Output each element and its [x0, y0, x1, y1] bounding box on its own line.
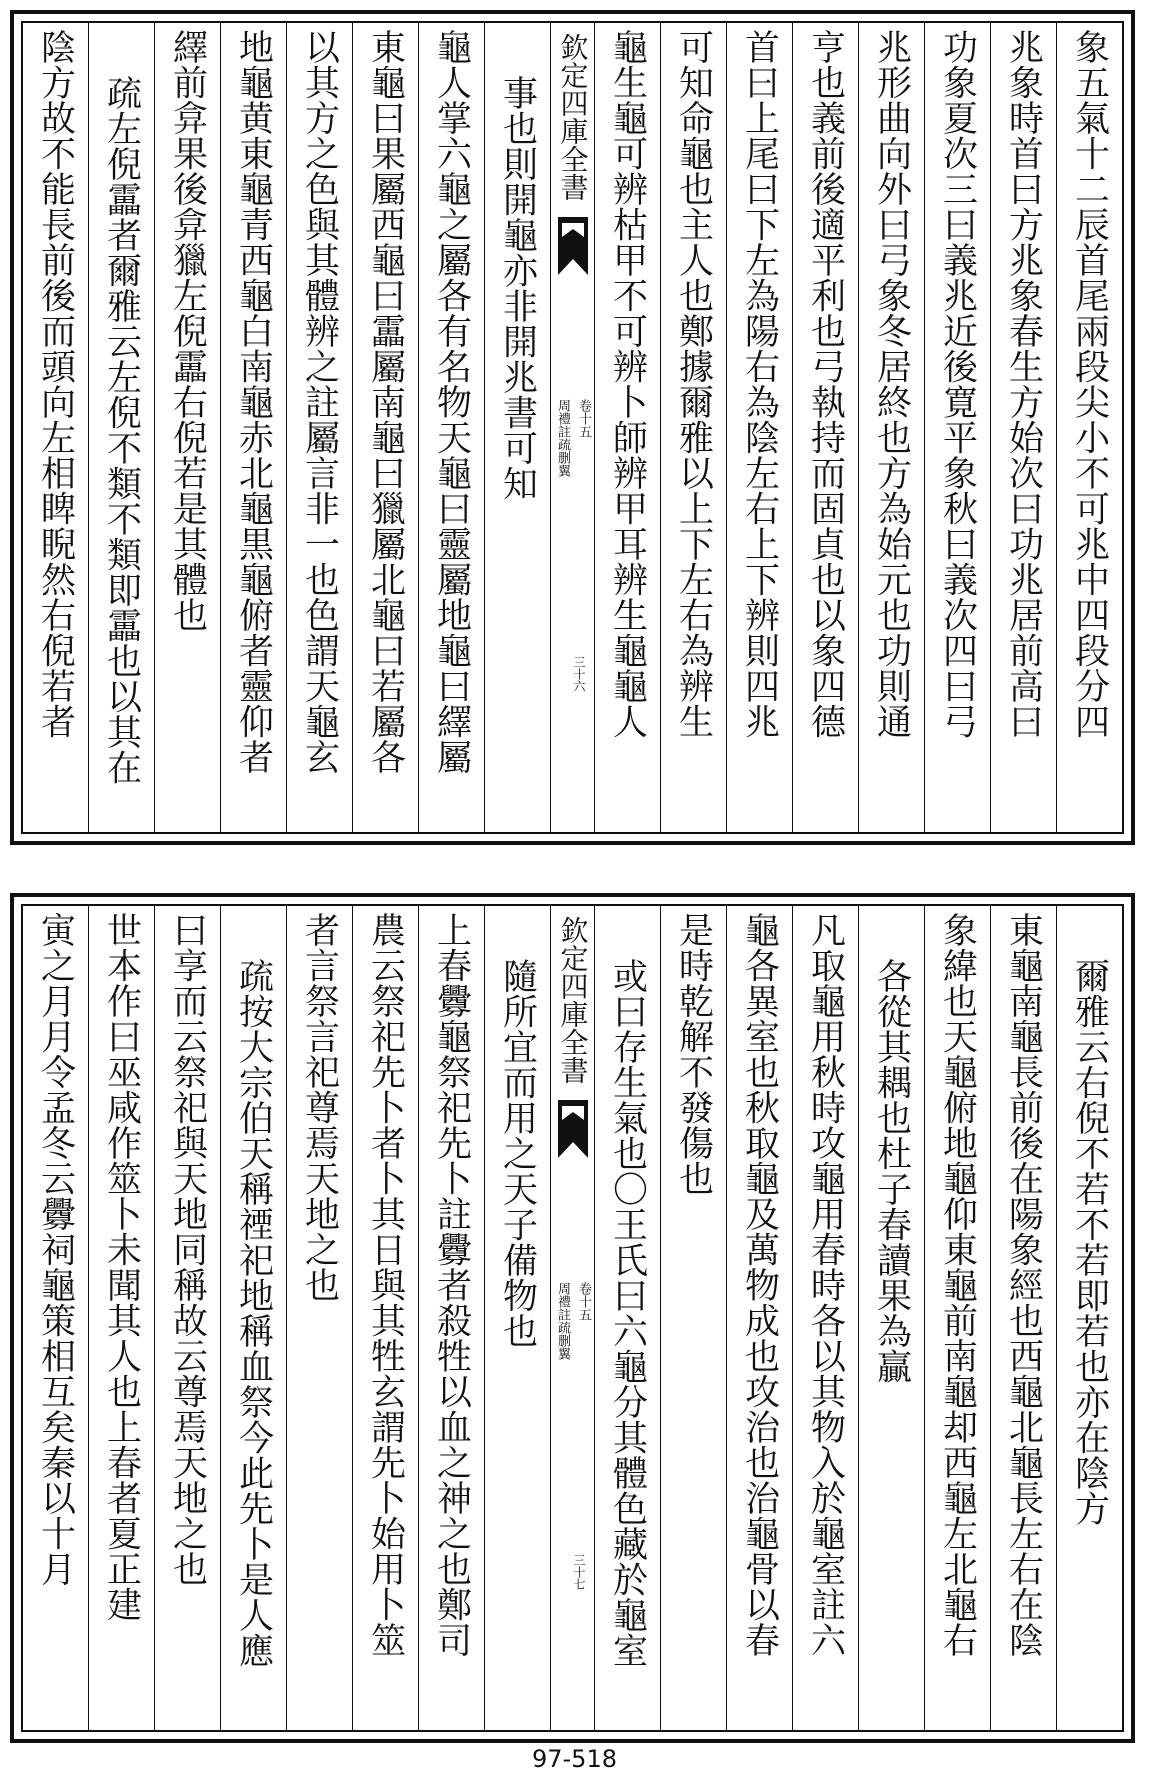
column-text: 兆象時首曰方兆象春生方始次曰功兆居前高曰 [1003, 29, 1044, 739]
text-column [594, 23, 660, 832]
center-gutter [550, 906, 594, 1730]
column-text: 曰享而云祭祀與天地同稱故云尊焉天地之也 [167, 912, 208, 1587]
column-text: 龜生龜可辨枯甲不可辨卜師辨甲耳辨生龜龜人 [607, 29, 648, 739]
text-column [484, 906, 550, 1730]
column-text: 疏左倪靁者爾雅云左倪不類不類即靁也以其在 [101, 75, 142, 785]
text-column [286, 23, 352, 832]
gutter-book-title: 欽定四庫全書 [556, 33, 590, 201]
text-column [88, 906, 154, 1730]
text-column [990, 23, 1056, 832]
column-text: 農云祭祀先卜者卜其日與其牲玄謂先卜始用卜筮 [365, 912, 406, 1658]
text-column [1056, 23, 1122, 832]
footer-page-code: 97-518 [531, 1745, 617, 1773]
gutter-chapter: 卷十五 [576, 1282, 591, 1321]
gutter-page-number: 三十六 [572, 656, 586, 692]
fish-tail-icon [556, 1098, 590, 1160]
column-text: 各從其耦也杜子春讀果為贏 [871, 958, 912, 1384]
column-text: 地龜黄東龜青西龜白南龜赤北龜黒龜俯者靈仰者 [233, 29, 274, 775]
column-text: 東龜曰果屬西龜曰靁屬南龜曰獵屬北龜曰若屬各 [365, 29, 406, 775]
column-text: 寅之月月令孟冬云釁祠龜策相互矣秦以十月 [35, 912, 76, 1587]
column-text: 兆形曲向外曰弓象冬居終也方為始元也功則通 [871, 29, 912, 739]
text-column [924, 23, 990, 832]
column-text: 世本作曰巫咸作筮卜未聞其人也上春者夏正建 [101, 912, 142, 1622]
column-text: 可知命龜也主人也鄭據爾雅以上下左右為辨生 [673, 29, 714, 739]
text-column [154, 23, 220, 832]
text-column [220, 906, 286, 1730]
text-column [726, 906, 792, 1730]
page-bottom-text-area [21, 904, 1124, 1732]
column-text: 陰方故不能長前後而頭向左相睥睨然右倪若者 [35, 29, 76, 739]
text-column [924, 906, 990, 1730]
text-column [726, 23, 792, 832]
gutter-work-title: 周禮註疏删翼 [555, 1282, 570, 1360]
text-column [792, 23, 858, 832]
page-top-text-area [21, 21, 1124, 834]
column-text: 爾雅云右倪不若不若即若也亦在陰方 [1069, 958, 1110, 1526]
page-bottom [10, 893, 1135, 1743]
column-text: 象緯也天龜俯地龜仰東龜前南龜却西龜左北龜右 [937, 912, 978, 1658]
text-column [352, 23, 418, 832]
column-text: 隨所宜而用之天子備物也 [497, 958, 538, 1349]
column-text: 亨也義前後適平利也弓執持而固貞也以象四德 [805, 29, 846, 739]
column-text: 事也則開龜亦非開兆書可知 [497, 75, 538, 501]
text-column [220, 23, 286, 832]
text-column [660, 23, 726, 832]
column-text: 是時乾解不發傷也 [673, 912, 714, 1196]
text-column [154, 906, 220, 1730]
column-text: 東龜南龜長前後在陽象經也西龜北龜長左右在陰 [1003, 912, 1044, 1658]
text-column [286, 906, 352, 1730]
text-column [418, 23, 484, 832]
center-gutter [550, 23, 594, 832]
text-column [990, 906, 1056, 1730]
gutter-chapter: 卷十五 [576, 399, 591, 438]
column-text: 龜人掌六龜之屬各有名物天龜曰靈屬地龜曰繹屬 [431, 29, 472, 775]
text-column [418, 906, 484, 1730]
column-text: 龜各異室也秋取龜及萬物成也攻治也治龜骨以春 [739, 912, 780, 1658]
column-text: 疏按大宗伯天稱禋祀地稱血祭今此先卜是人應 [233, 958, 274, 1668]
column-text: 或曰存生氣也〇王氏曰六龜分其體色藏於龜室 [607, 958, 648, 1668]
text-column [352, 906, 418, 1730]
gutter-page-number: 三十七 [572, 1554, 586, 1590]
column-text: 凡取龜用秋時攻龜用春時各以其物入於龜室註六 [805, 912, 846, 1658]
text-column [1056, 906, 1122, 1730]
text-column [660, 906, 726, 1730]
column-text: 者言祭言祀尊焉天地之也 [299, 912, 340, 1303]
column-text: 首曰上尾曰下左為陽右為陰左右上下辨則四兆 [739, 29, 780, 739]
text-column [484, 23, 550, 832]
column-text: 功象夏次三曰義兆近後寛平象秋曰義次四曰弓 [937, 29, 978, 739]
text-column [858, 23, 924, 832]
text-column [858, 906, 924, 1730]
text-column [88, 23, 154, 832]
fish-tail-icon [556, 215, 590, 277]
column-text: 繹前弇果後弇獵左倪靁右倪若是其體也 [167, 29, 208, 633]
gutter-book-title: 欽定四庫全書 [556, 916, 590, 1084]
page-top [10, 10, 1135, 845]
text-column [792, 906, 858, 1730]
gutter-work-title: 周禮註疏删翼 [555, 399, 570, 477]
column-text: 象五氣十二辰首尾兩段尖小不可兆中四段分四 [1069, 29, 1110, 739]
text-column [23, 906, 88, 1730]
text-column [23, 23, 88, 832]
column-text: 以其方之色與其體辨之註屬言非一也色謂天龜玄 [299, 29, 340, 775]
text-column [594, 906, 660, 1730]
column-text: 上春釁龜祭祀先卜註釁者殺牲以血之神之也鄭司 [431, 912, 472, 1658]
